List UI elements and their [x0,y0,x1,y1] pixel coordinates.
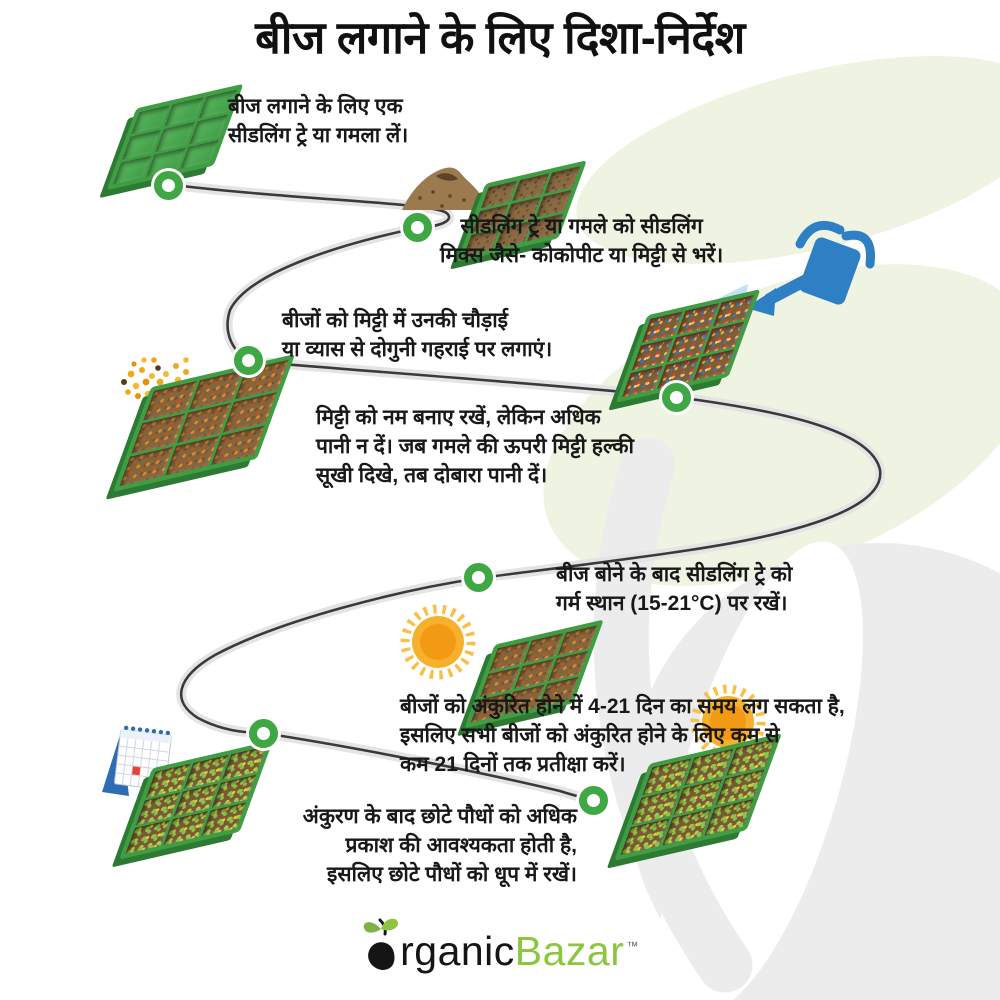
text-line: इसलिए सभी बीजों को अंकुरित होने के लिए कम से [400,723,780,747]
brand-logo [0,916,1000,972]
text-line: प्रकाश की आवश्यकता होती है, [345,833,577,857]
text-line: सीडलिंग ट्रे या गमले को सीडलिंग [460,215,703,238]
step-marker-1 [154,171,183,200]
step-2-text [440,213,723,271]
tray-cell [713,295,754,327]
text-line: या व्यास से दोगुनी गहराई पर लगाएं। [282,337,553,361]
step-marker-4 [662,383,691,412]
step-5-text [556,561,792,619]
step-7-text [285,803,577,890]
step-marker-2 [403,213,432,242]
step-1-text [228,93,408,151]
text-line: सीडलिंग ट्रे या गमला लें। [228,123,409,147]
step-3-text [282,307,552,365]
tray-cell [622,365,663,397]
text-line: बीजों को मिट्टी में उनकी चौड़ाई [282,309,508,332]
tray-cell [222,746,266,779]
text-line: बीज बोने के बाद सीडलिंग ट्रे को [556,563,793,586]
tray-cell [113,155,152,184]
step-marker-7 [579,786,608,815]
text-line: सूखी दिखे, तब दोबारा पानी दें। [316,463,548,487]
text-line: अंकुरण के बाद छोटे पौधों को अधिक [302,805,577,828]
tray-cell [544,166,580,194]
seed-sprout-icon [361,916,403,972]
text-line: बीजों को अंकुरित होने में 4-21 दिन का समय लग सकता है, [400,695,845,718]
text-line: मिक्स जैसे- कोकोपीट या मिट्टी से भरें। [440,243,724,267]
text-line: पानी न दें। जब गमले की ऊपरी मिट्टी हल्की [316,434,634,458]
text-line: इसलिए छोटे पौधों को धूप में रखें। [327,862,577,886]
text-line: मिट्टी को नम बनाए रखें, लेकिन अधिक [316,406,601,429]
step-4-text [316,404,634,491]
step-marker-3 [234,346,263,375]
step-marker-5 [464,563,493,592]
trademark-symbol: ™ [626,939,639,954]
tray-cell [558,625,597,655]
page-title: बीज लगाने के लिए दिशा-निर्देश [255,12,745,63]
tray-cell [621,819,670,855]
text-line: बीज लगाने के लिए एक [228,95,403,118]
text-line: गर्म स्थान (15-21°C) पर रखें। [556,591,788,615]
tray-cell [126,820,170,853]
sun-icon [396,600,480,684]
text-line: कम 21 दिनों तक प्रतीक्षा करें। [400,752,626,776]
step-marker-6 [249,719,278,748]
step-6-text [400,693,845,780]
brand-wordmark: rganicBazar ™ [400,928,639,974]
watering-can-icon [740,216,895,321]
